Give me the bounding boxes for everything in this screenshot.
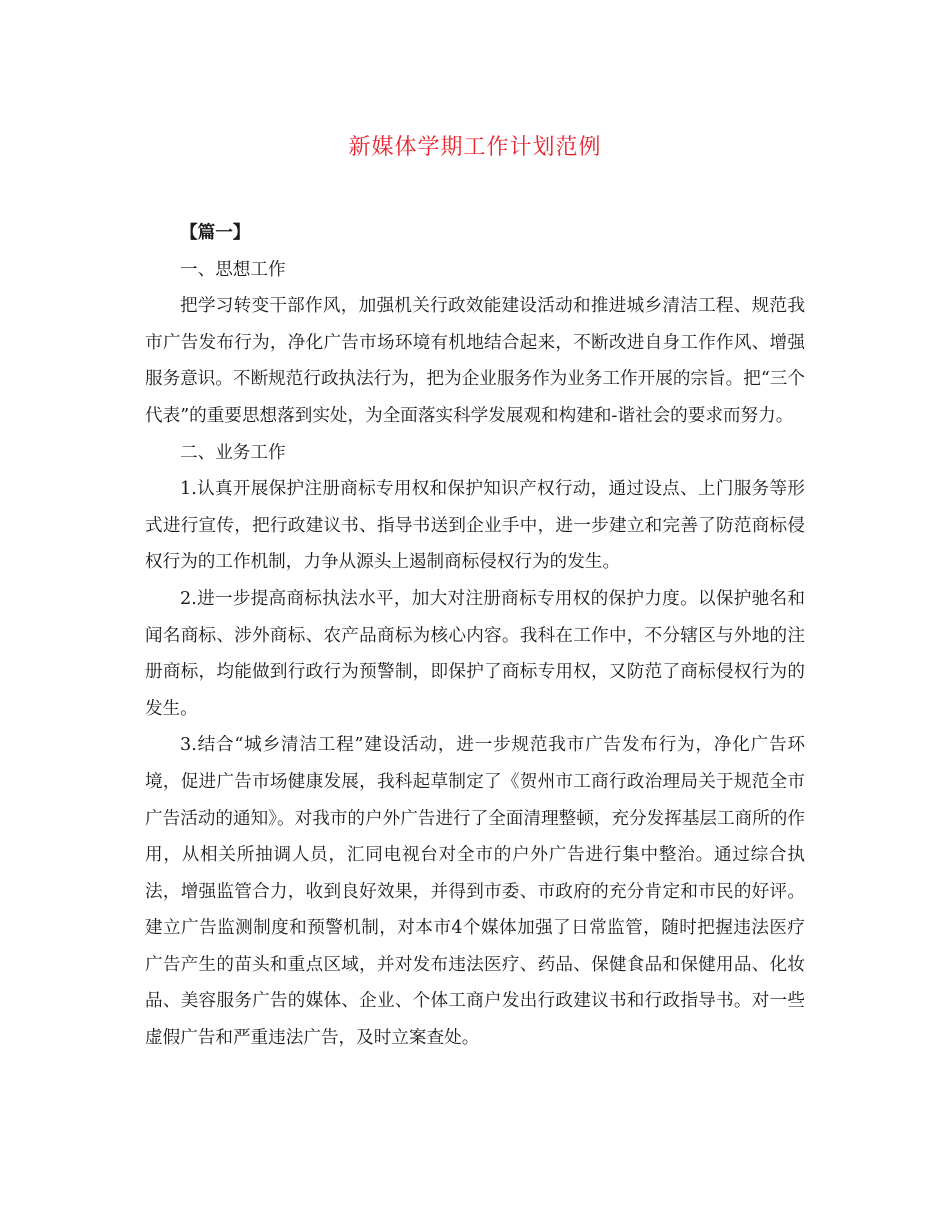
paragraph-item-2: 2.进一步提高商标执法水平，加大对注册商标专用权的保护力度。以保护驰名和闻名商标、涉外商标、农产品商标为核心内容。我科在工作中，不分辖区与外地的注册商标，均能做到行政行为预警制，即保护了商标专用权，又防范了商标侵权行为的发生。 — [145, 588, 805, 719]
heading-business-work: 二、业务工作 — [180, 442, 286, 463]
paragraph-thought-work: 把学习转变干部作风，加强机关行政效能建设活动和推进城乡清洁工程、规范我市广告发布行为，净化广告市场环境有机地结合起来，不断改进自身工作作风、增强服务意识。不断规范行政执法行为，把为企业服务作为业务工作开展的宗旨。把“三个代表”的重要思想落到实处，为全面落实科学发展观和构建和-谐社会的要求而努力。 — [145, 296, 805, 426]
section-mark: 【篇一】 — [180, 222, 251, 243]
heading-thought-work: 一、思想工作 — [180, 259, 286, 280]
document-title: 新媒体学期工作计划范例 — [348, 135, 602, 160]
paragraph-item-1: 1.认真开展保护注册商标专用权和保护知识产权行动，通过设点、上门服务等形式进行宣传，把行政建议书、指导书送到企业手中，进一步建立和完善了防范商标侵权行为的工作机制，力争从源头上遏制商标侵权行为的发生。 — [145, 479, 805, 573]
document-body — [145, 215, 805, 1057]
paragraph-item-3: 3.结合“城乡清洁工程”建设活动，进一步规范我市广告发布行为，净化广告环境，促进广告市场健康发展，我科起草制定了《贺州市工商行政治理局关于规范全市广告活动的通知》。对我市的户外广告进行了全面清理整顿，充分发挥基层工商所的作用，从相关所抽调人员，汇同电视台对全市的户外广告进行集中整治。通过综合执法，增强监管合力，收到良好效果，并得到市委、市政府的充分肯定和市民的好评。建立广告监测制度和预警机制，对本市4个媒体加强了日常监管，随时把握违法医疗广告产生的苗头和重点区域，并对发布违法医疗、药品、保健食品和保健用品、化妆品、美容服务广告的媒体、企业、个体工商户发出行政建议书和行政指导书。对一些虚假广告和严重违法广告，及时立案查处。 — [145, 735, 805, 1049]
